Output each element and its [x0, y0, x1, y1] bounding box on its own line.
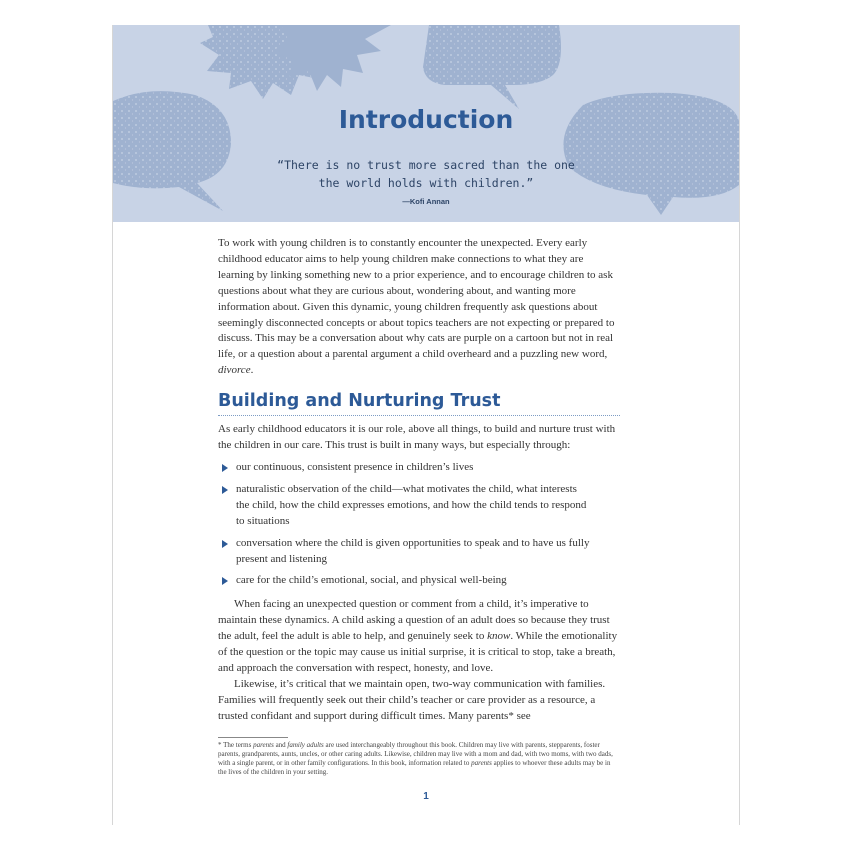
- body-content: [218, 236, 620, 777]
- unexpected-question-paragraph: [218, 597, 620, 677]
- quote-attribution: —Kofi Annan: [402, 197, 450, 206]
- families-paragraph: Likewise, it’s critical that we maintain open, two-way communication with families. Families will frequently seek out their child’s teacher or care provider as a resource, a trusted confidant and support during difficult times. Many parents* see: [218, 677, 606, 722]
- page-number: 1: [423, 791, 429, 802]
- list-item-text: our continuous, consistent presence in children’s lives: [236, 460, 474, 473]
- book-page: [112, 25, 740, 825]
- intro-paragraph: [218, 236, 620, 379]
- triangle-bullet-icon: [222, 464, 228, 472]
- speech-bubble-top-right-shape: [423, 25, 561, 109]
- p2-text: When facing an unexpected question or comment from a child, it’s imperative to maintain these dynamics. A child asking a question of an adult does so because they trust the adult, feel the adult is able to help, and genuinely seek to: [218, 598, 610, 643]
- footnote-emphasis: family adults: [287, 740, 324, 749]
- footnote-emphasis: parents: [471, 758, 492, 767]
- p2-emphasis: know: [487, 630, 511, 643]
- list-item-text: care for the child’s emotional, social, and physical well-being: [236, 574, 507, 587]
- list-item: [218, 573, 620, 589]
- list-item: [218, 460, 620, 476]
- footnote-text: The terms: [223, 740, 254, 749]
- list-item-text: conversation where the child is given opportunities to speak and to have us fully present and listening: [236, 536, 590, 565]
- footnote-marker: *: [218, 740, 224, 749]
- list-item: [218, 482, 620, 530]
- intro-emphasis: divorce: [218, 364, 251, 377]
- list-item: [218, 536, 620, 568]
- quote-line-1: “There is no trust more sacred than the one: [277, 158, 575, 172]
- intro-text-end: .: [250, 364, 254, 377]
- p2-text-end: . While the emotionality of the question or the topic may cause us initial surprise, it is critical to stop, take a breath, and approach the conversation with respect, honesty, and love.: [218, 630, 618, 674]
- header-banner: [113, 25, 739, 222]
- quote-line-2: the world holds with children.”: [318, 176, 534, 190]
- footnote-divider: [218, 737, 288, 738]
- triangle-bullet-icon: [222, 486, 228, 494]
- intro-text: To work with young children is to constantly encounter the unexpected. Every early childhood educator aims to help young children make connections to what they are learning by linking something new to a prior experience, and to encourage children to ask questions about what they are curious about, wondering about, and wanting more information about. Given this dynamic, young children frequently ask questions about seemingly disconnected concepts or about topics teachers are not expecting or prepared to discuss. This may be a conversation about why cats are purple on a cartoon but not in real life, or a question about a parental argument a child overheard and a puzzling new word,: [218, 237, 615, 361]
- epigraph-quote: [113, 156, 739, 192]
- page-title: Introduction: [338, 105, 514, 134]
- trust-bullet-list: [218, 460, 620, 589]
- footnote: [218, 741, 620, 778]
- footnote-text: and: [273, 740, 288, 749]
- section-heading: Building and Nurturing Trust: [218, 391, 620, 416]
- section-lead-paragraph: As early childhood educators it is our role, above all things, to build and nurture trust with the children in our care. This trust is built in many ways, but especially through:: [218, 423, 616, 452]
- triangle-bullet-icon: [222, 540, 228, 548]
- footnote-emphasis: parents: [253, 740, 274, 749]
- list-item-text: naturalistic observation of the child—what motivates the child, what interests the child, how the child expresses emotions, and how the child tends to respond to situations: [236, 482, 587, 527]
- footnote-text: are used interchangeably throughout this book. Children may live with parents, stepparents, foster parents, grandparents, aunts, uncles, or other caring adults. Likewise, children may live with a mom and dad, with two moms, with two dads, with a single parent, or in other family configurations. In this book, information related to: [218, 740, 613, 767]
- footnote-text: applies to whoever these adults may be in the lives of the children in your setting.: [218, 758, 611, 777]
- triangle-bullet-icon: [222, 577, 228, 585]
